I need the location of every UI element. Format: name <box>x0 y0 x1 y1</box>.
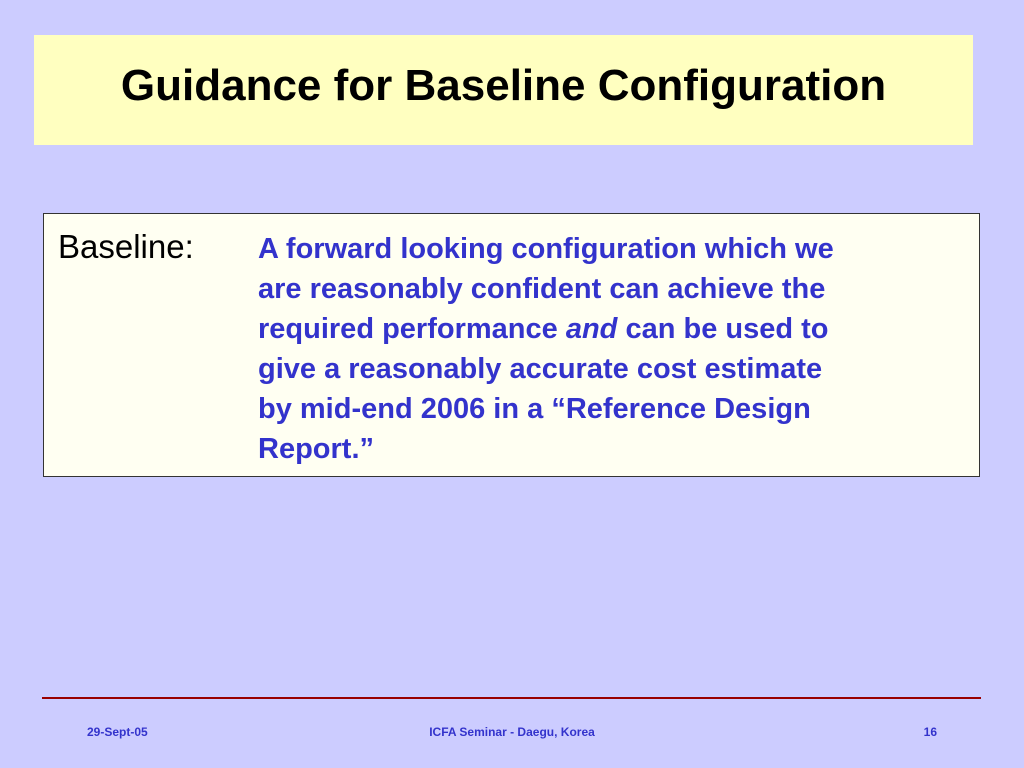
definition-text <box>258 229 958 469</box>
footer-event: ICFA Seminar - Daegu, Korea <box>429 725 595 739</box>
page-number: 16 <box>923 725 937 739</box>
definition-text-segment: can be used to <box>617 313 829 345</box>
definition-emphasis: and <box>565 313 618 345</box>
definition-line: A forward looking configuration which we <box>258 233 834 265</box>
definition-line: by mid-end 2006 in a “Reference Design <box>258 393 811 425</box>
footer-divider <box>42 697 981 699</box>
definition-term <box>58 228 194 266</box>
footer-date: 29-Sept-05 <box>87 725 148 739</box>
slide-title: Guidance for Baseline Configuration <box>120 61 887 110</box>
definition-line: are reasonably confident can achieve the <box>258 273 826 305</box>
definition-line: Report.” <box>258 433 374 465</box>
definition-text-segment: required performance <box>258 313 566 345</box>
title-box <box>34 35 973 145</box>
definition-box <box>43 213 980 477</box>
definition-line: give a reasonably accurate cost estimate <box>258 353 823 385</box>
term-label: Baseline <box>58 228 185 265</box>
definition-line <box>258 309 958 349</box>
term-colon: : <box>184 228 194 265</box>
